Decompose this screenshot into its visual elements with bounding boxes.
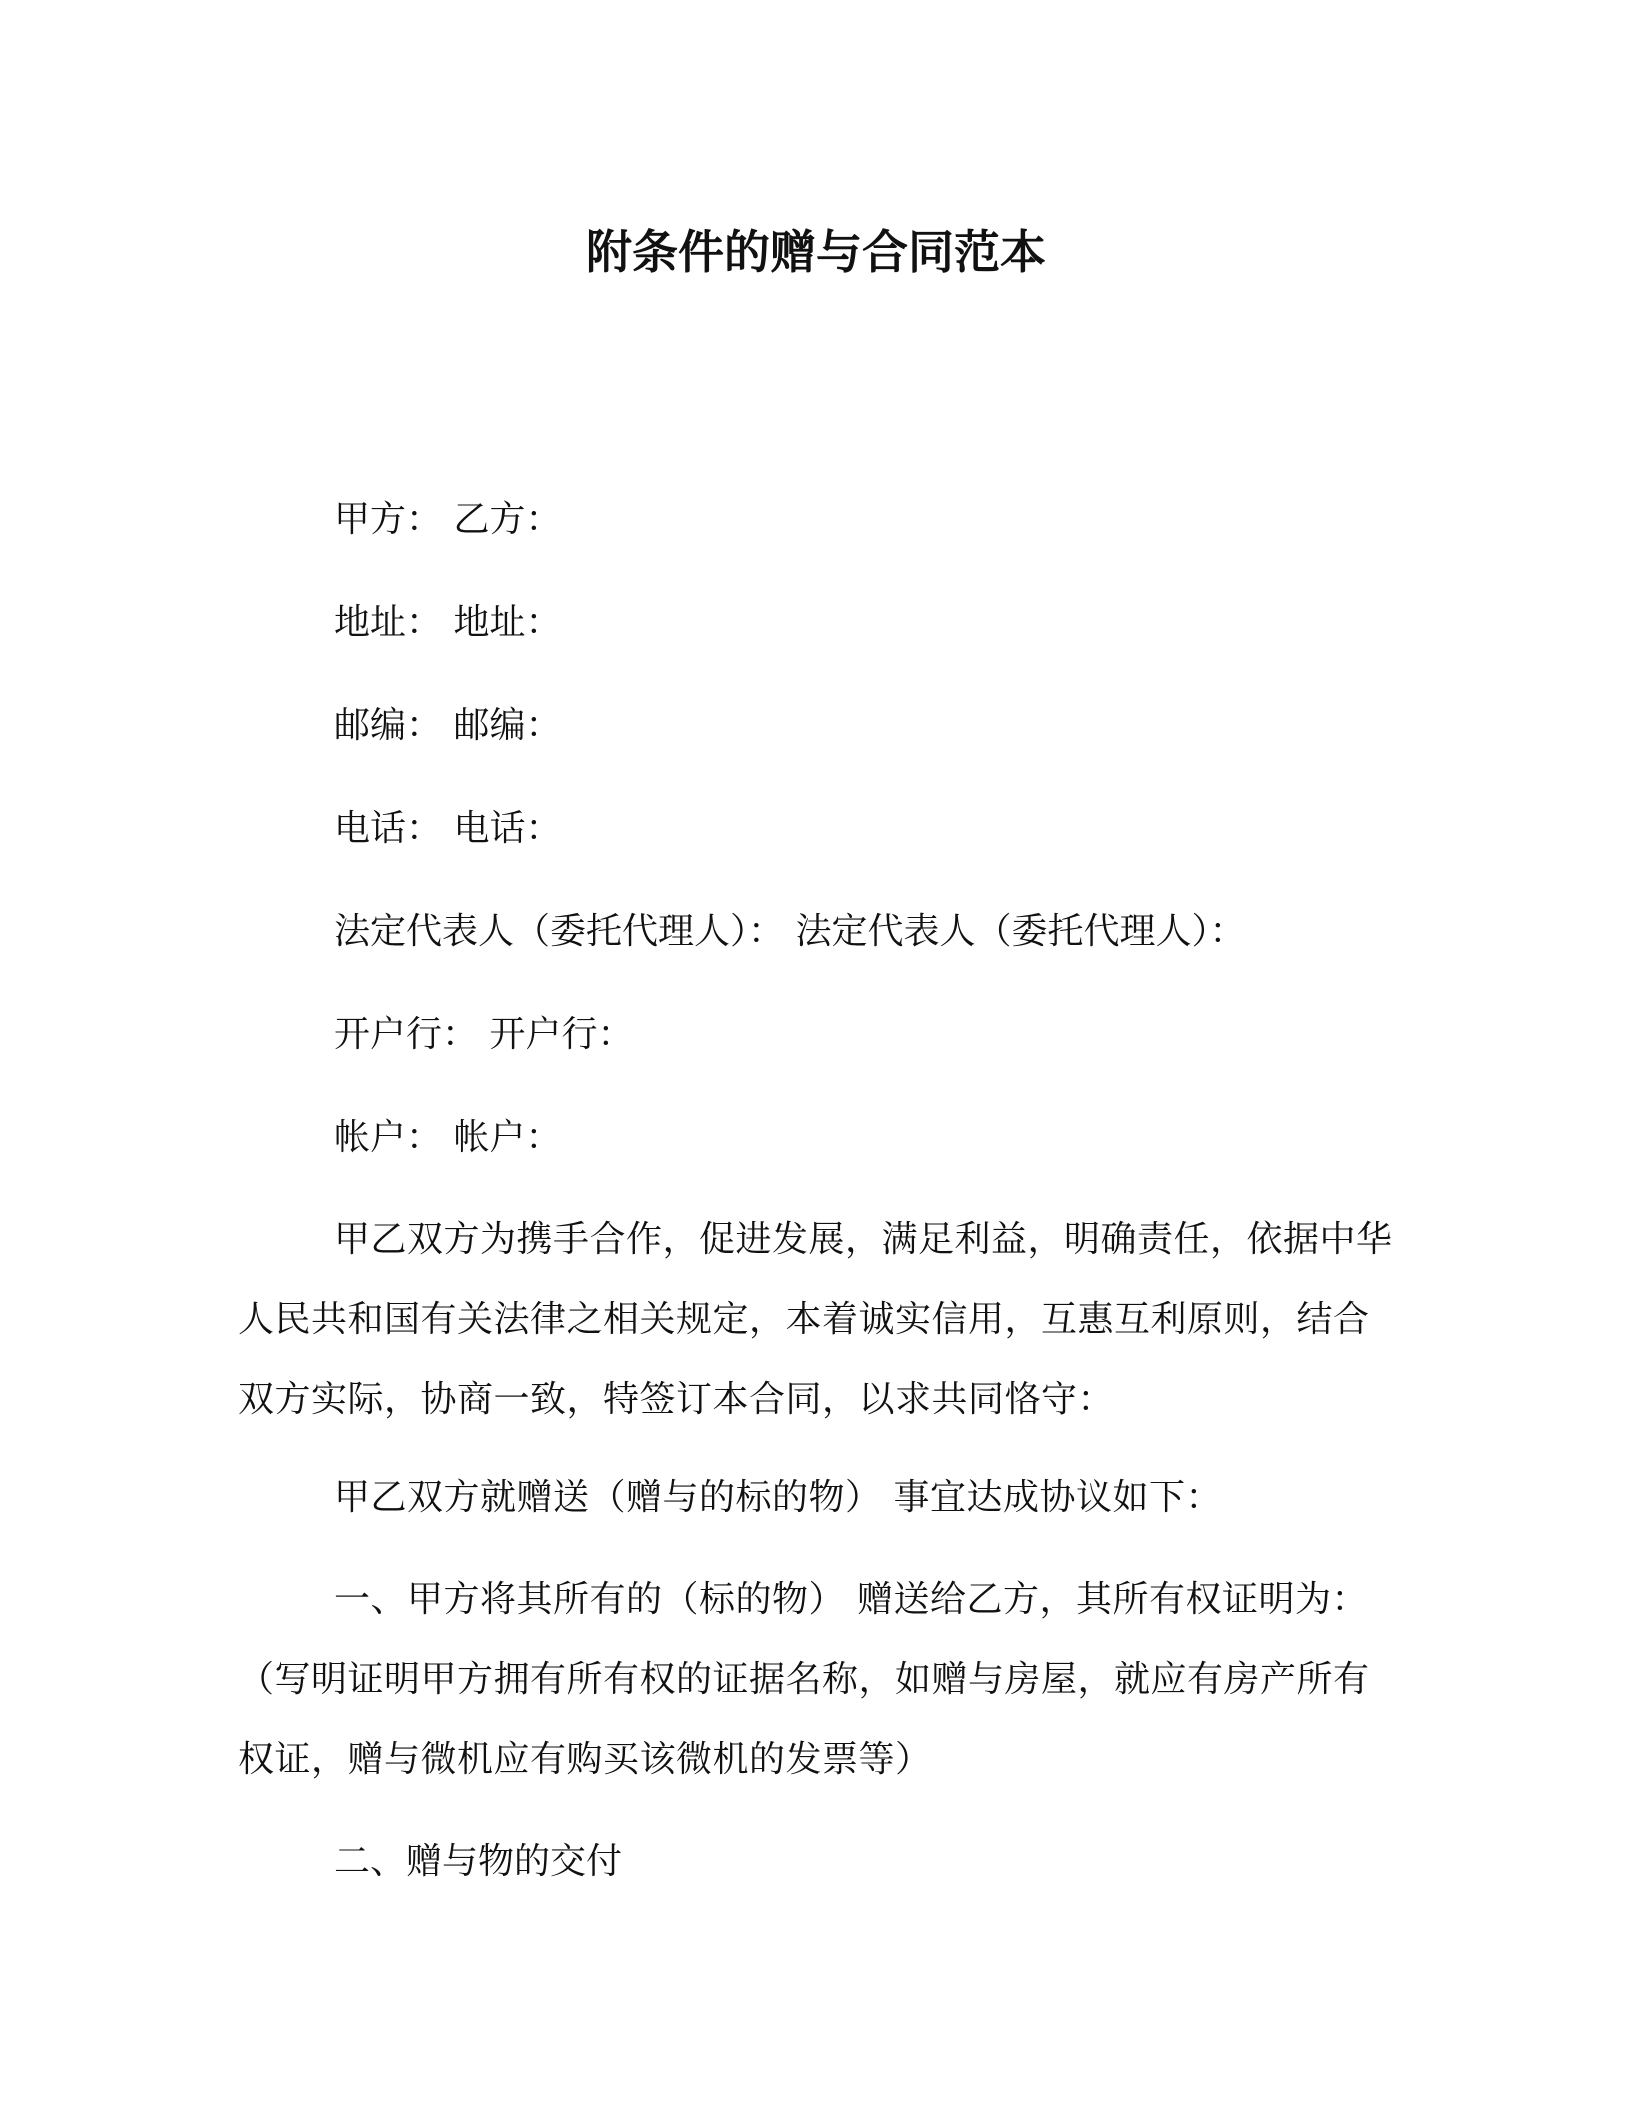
- agreement-intro-paragraph: 甲乙双方就赠送（赠与的标的物） 事宜达成协议如下：: [334, 1477, 1222, 1518]
- document-title: 附条件的赠与合同范本: [586, 225, 1046, 279]
- account-line: 帐户： 帐户：: [334, 1117, 562, 1158]
- clause-two-heading: 二、赠与物的交付: [334, 1841, 623, 1882]
- bank-line: 开户行： 开户行：: [334, 1014, 634, 1055]
- postcode-line: 邮编： 邮编：: [334, 705, 562, 746]
- address-line: 地址： 地址：: [334, 602, 562, 643]
- preamble-paragraph: 甲乙双方为携手合作，促进发展，满足利益，明确责任，依据中华人民共和国有关法律之相关规定，本着诚实信用，互惠互利原则，结合双方实际，协商一致，特签订本合同，以求共同恪守：: [238, 1219, 1393, 1420]
- phone-line: 电话： 电话：: [334, 808, 562, 849]
- clause-one-paragraph: 一、甲方将其所有的（标的物） 赠送给乙方，其所有权证明为：（写明证明甲方拥有所有权的证据名称，如赠与房屋，就应有房产所有权证，赠与微机应有购买该微机的发票等）: [238, 1579, 1370, 1780]
- party-names-line: 甲方： 乙方：: [334, 499, 562, 540]
- legal-representative-line: 法定代表人（委托代理人）： 法定代表人（委托代理人）：: [334, 911, 1246, 952]
